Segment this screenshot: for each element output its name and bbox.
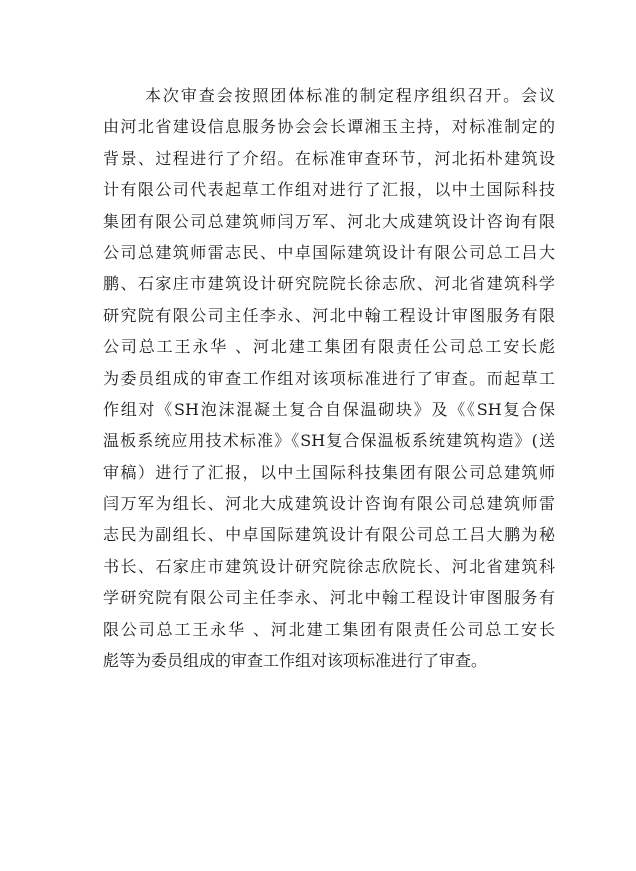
paragraph-line: 背景、过程进行了介绍。在标准审查环节，河北拓朴建筑设 xyxy=(103,148,555,168)
paragraph-line: 闫万军为组长、河北大成建筑设计咨询有限公司总建筑师雷 xyxy=(103,494,555,514)
paragraph-line: 彪等为委员组成的审查工作组对该项标准进行了审查。 xyxy=(103,651,488,671)
paragraph-line: 研究院有限公司主任李永、河北中翰工程设计审图服务有限 xyxy=(103,305,555,325)
paragraph-line: 本次审查会按照团体标准的制定程序组织召开。会议 xyxy=(145,86,555,105)
paragraph-line: 公司总建筑师雷志民、中卓国际建筑设计有限公司总工吕大 xyxy=(103,242,555,262)
paragraph-line: 为委员组成的审查工作组对该项标准进行了审查。而起草工 xyxy=(103,368,555,388)
paragraph-line: 公司总工王永华 、河北建工集团有限责任公司总工安长彪 xyxy=(103,337,555,357)
paragraph-line: 计有限公司代表起草工作组对进行了汇报，以中土国际科技 xyxy=(103,180,555,200)
paragraph-line: 书长、石家庄市建筑设计研究院徐志欣院长、河北省建筑科 xyxy=(103,556,555,576)
paragraph-line: 限公司总工王永华 、河北建工集团有限责任公司总工安长 xyxy=(103,619,555,639)
paragraph-line: 志民为副组长、中卓国际建筑设计有限公司总工吕大鹏为秘 xyxy=(103,525,555,545)
paragraph-line: 学研究院有限公司主任李永、河北中翰工程设计审图服务有 xyxy=(103,588,555,608)
paragraph-line: 审稿）进行了汇报，以中土国际科技集团有限公司总建筑师 xyxy=(103,462,555,482)
paragraph-line: 鹏、石家庄市建筑设计研究院院长徐志欣、河北省建筑科学 xyxy=(103,274,555,294)
paragraph-line: 集团有限公司总建筑师闫万军、河北大成建筑设计咨询有限 xyxy=(103,211,555,231)
paragraph-line: 由河北省建设信息服务协会会长谭湘玉主持，对标准制定的 xyxy=(103,117,555,137)
paragraph-line: 作组对《SH泡沫混凝土复合自保温砌块》及《《SH复合保 xyxy=(103,399,555,419)
body-paragraph xyxy=(103,80,555,676)
paragraph-line: 温板系统应用技术标准》《SH复合保温板系统建筑构造》(送 xyxy=(103,431,555,451)
